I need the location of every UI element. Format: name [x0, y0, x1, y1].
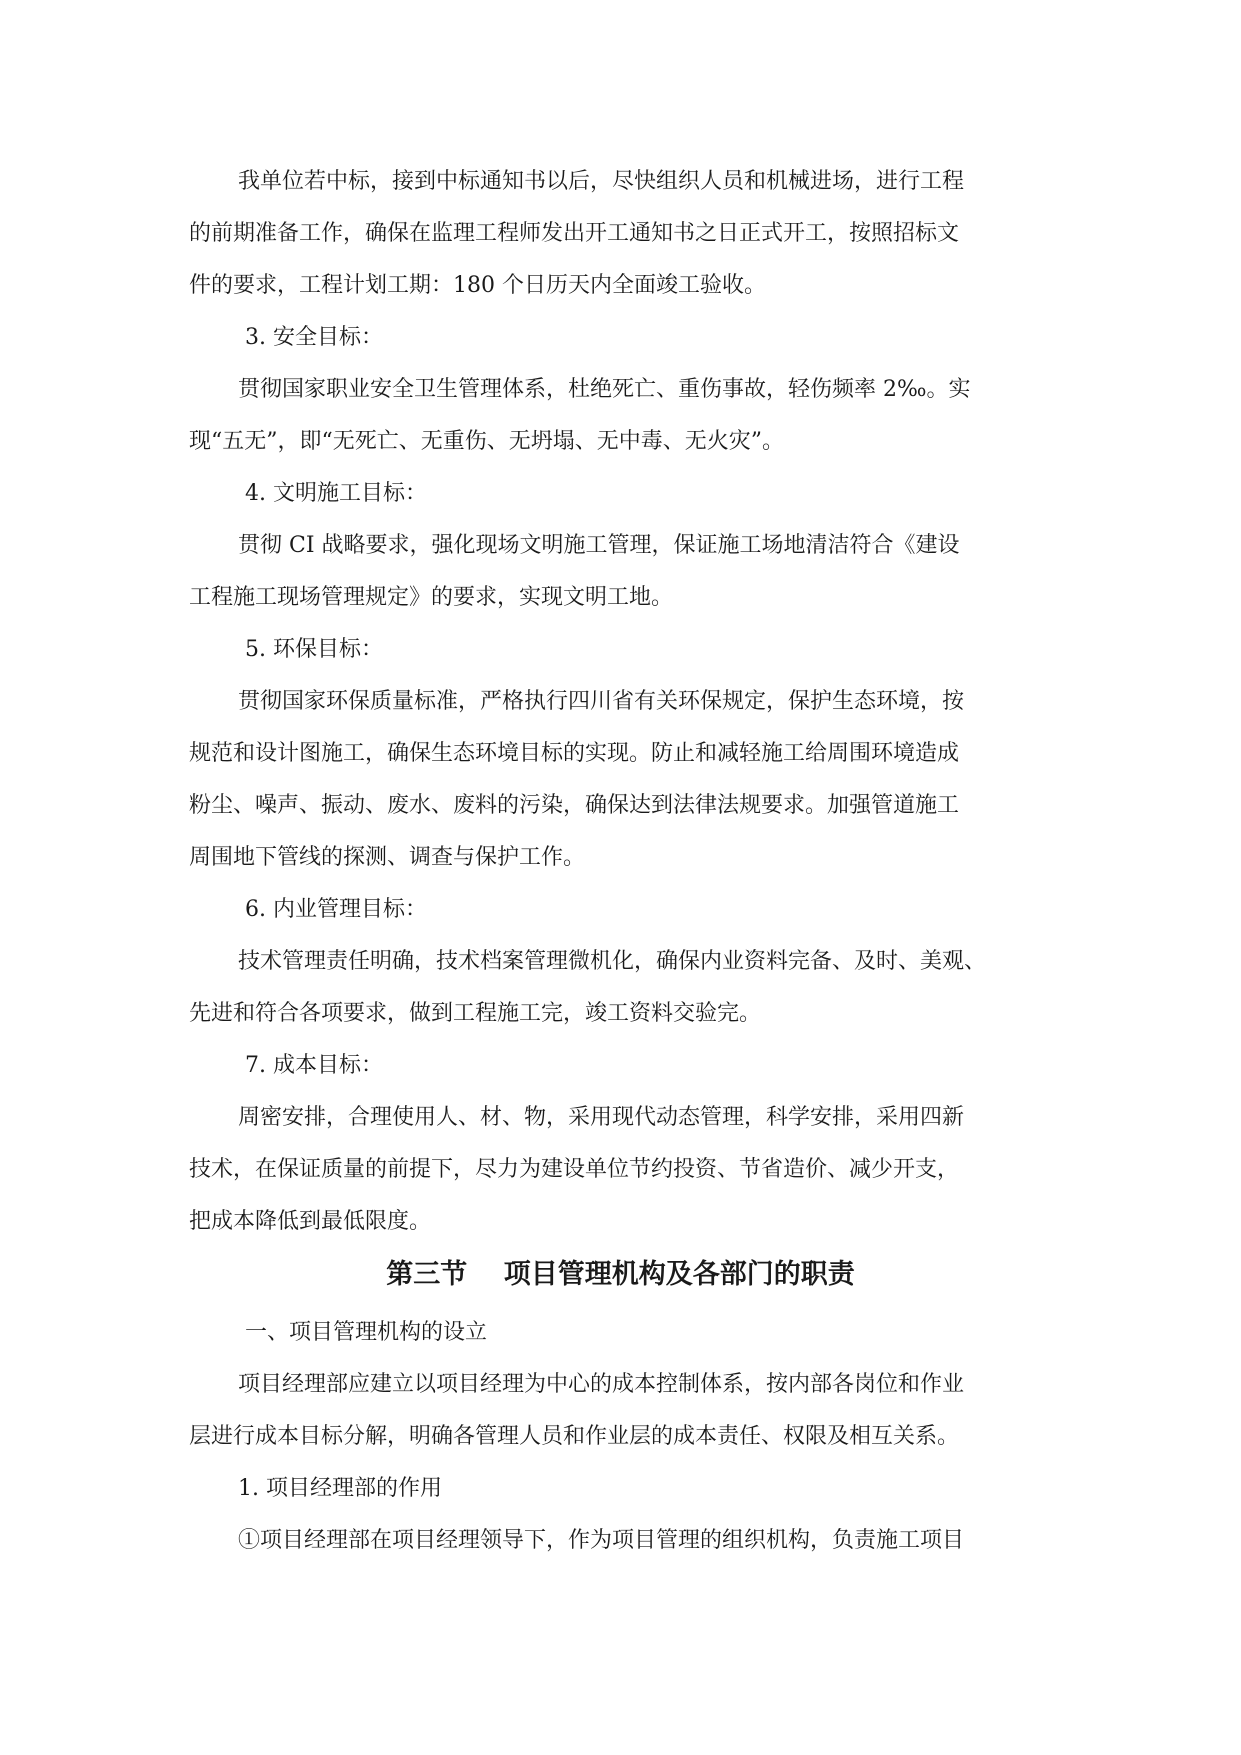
paragraph-line: 工程施工现场管理规定》的要求，实现文明工地。 — [189, 585, 674, 610]
paragraph-line: 技术，在保证质量的前提下，尽力为建设单位节约投资、节省造价、减少开支， — [189, 1157, 960, 1182]
item-heading-civilized-construction: 4. 文明施工目标： — [245, 481, 427, 506]
paragraph-line: 周围地下管线的探测、调查与保护工作。 — [189, 845, 586, 870]
paragraph-line: 件的要求，工程计划工期：180 个日历天内全面竣工验收。 — [189, 273, 766, 298]
paragraph-line: 技术管理责任明确，技术档案管理微机化，确保内业资料完备、及时、美观、 — [238, 949, 987, 974]
paragraph-line: 贯彻国家职业安全卫生管理体系，杜绝死亡、重伤事故，轻伤频率 2‰。实 — [238, 377, 971, 402]
paragraph-line: 周密安排，合理使用人、材、物，采用现代动态管理，科学安排，采用四新 — [238, 1105, 965, 1130]
paragraph-line: 层进行成本目标分解，明确各管理人员和作业层的成本责任、权限及相互关系。 — [189, 1424, 960, 1449]
item-heading-cost: 7. 成本目标： — [245, 1053, 383, 1078]
paragraph-line: 贯彻国家环保质量标准，严格执行四川省有关环保规定，保护生态环境，按 — [238, 689, 965, 714]
subsection-heading: 一、项目管理机构的设立 — [245, 1320, 488, 1345]
paragraph-line: 规范和设计图施工，确保生态环境目标的实现。防止和减轻施工给周围环境造成 — [189, 741, 960, 766]
paragraph-line: 我单位若中标，接到中标通知书以后，尽快组织人员和机械进场，进行工程 — [238, 169, 965, 194]
paragraph-line: 的前期准备工作，确保在监理工程师发出开工通知书之日正式开工，按照招标文 — [189, 221, 960, 246]
paragraph-line: 把成本降低到最低限度。 — [189, 1209, 432, 1234]
section-title: 第三节 项目管理机构及各部门的职责 — [386, 1259, 855, 1290]
item-heading-internal-management: 6. 内业管理目标： — [245, 897, 427, 922]
item-heading-environmental: 5. 环保目标： — [245, 637, 383, 662]
paragraph-line: 现“五无”，即“无死亡、无重伤、无坍塌、无中毒、无火灾”。 — [189, 429, 784, 454]
item-heading-safety: 3. 安全目标： — [245, 325, 383, 350]
paragraph-line: 粉尘、噪声、振动、废水、废料的污染，确保达到法律法规要求。加强管道施工 — [189, 793, 960, 818]
paragraph-line: 贯彻 CI 战略要求，强化现场文明施工管理，保证施工场地清洁符合《建设 — [238, 533, 960, 558]
paragraph-line: 先进和符合各项要求，做到工程施工完，竣工资料交验完。 — [189, 1001, 762, 1026]
paragraph-line: 项目经理部应建立以项目经理为中心的成本控制体系，按内部各岗位和作业 — [238, 1372, 965, 1397]
numbered-heading: 1. 项目经理部的作用 — [238, 1476, 442, 1501]
paragraph-line: ①项目经理部在项目经理领导下，作为项目管理的组织机构，负责施工项目 — [238, 1528, 965, 1553]
